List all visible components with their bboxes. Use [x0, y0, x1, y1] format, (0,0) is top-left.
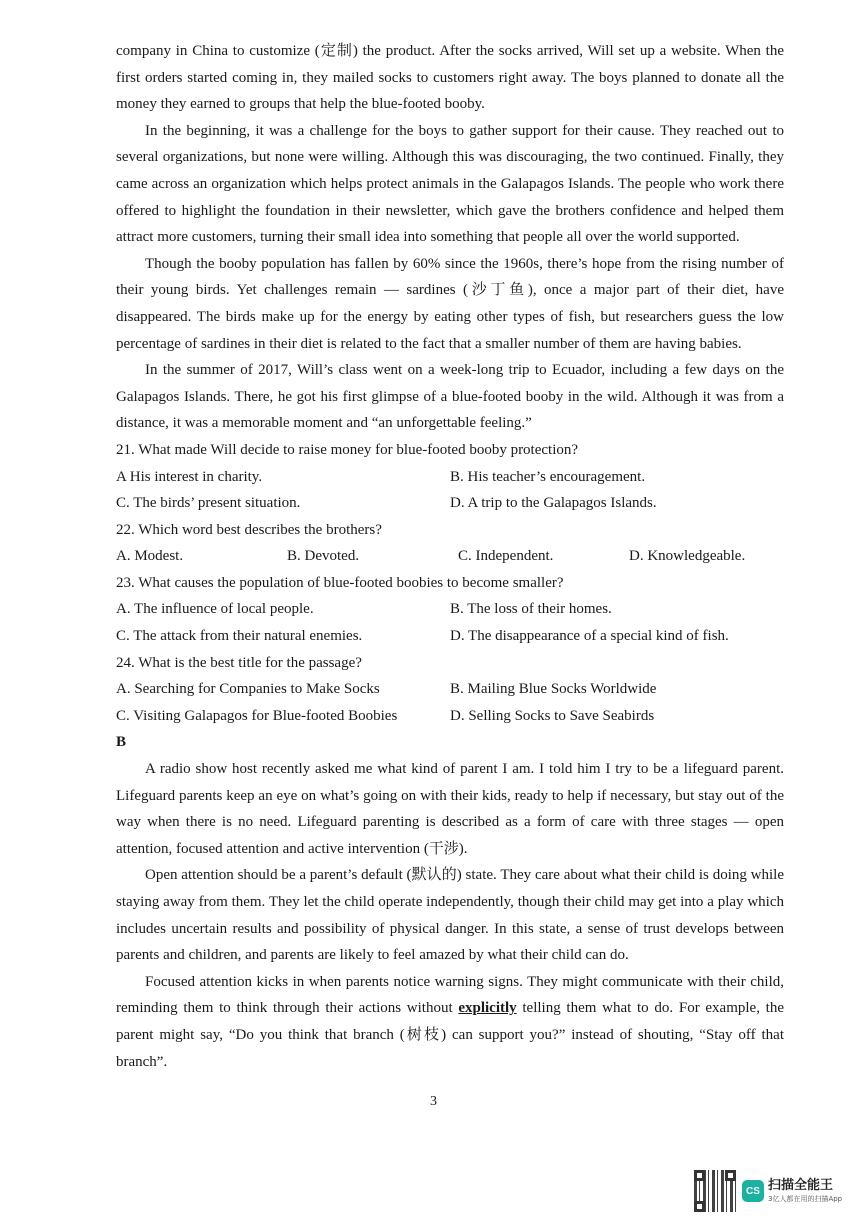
question-24-stem: 24. What is the best title for the passage? [116, 654, 362, 671]
option-24-b: B. Mailing Blue Socks Worldwide [450, 681, 657, 698]
section-b-heading: B [116, 734, 127, 751]
passage-b-paragraph: A radio show host recently asked me what kind of parent I am. I told him I try to be a lifeguard parent. Lifeguard parents keep an eye on what’s going on with their kids, ready to help if necessary, but stay out of the way when there is no need. Lifeguard parenting is described as a form of care with three stages — open attention, focused attention and active intervention (干涉). [116, 761, 784, 857]
option-24-c: C. Visiting Galapagos for Blue-footed Boobies [116, 707, 398, 724]
underlined-word: explicitly [458, 1000, 517, 1017]
passage-a-paragraph: In the beginning, it was a challenge for the boys to gather support for their cause. They reached out to several organizations, but none were willing. Although this was discouraging, the two continued. Finally, they came across an organization which helps protect animals in the Galapagos Islands. The people who work there offered to highlight the foundation in their newsletter, which gave the brothers confidence and helped them attract more customers, turning their small idea into something that people all over the world supported. [116, 122, 784, 246]
option-21-a: A His interest in charity. [116, 468, 263, 485]
question-21-options [116, 490, 784, 517]
question-23-options [116, 596, 784, 623]
passage-b-paragraph [116, 969, 784, 1075]
option-22-d: D. Knowledgeable. [629, 548, 746, 565]
option-23-b: B. The loss of their homes. [450, 601, 612, 618]
passage-a-paragraph: Though the booby population has fallen by 60% since the 1960s, there’s hope from the rising number of their young birds. Yet challenges remain — sardines (沙丁鱼), once a major part of their diet, have disappeared. The birds make up for the energy by eating other types of fish, but researchers guess the low percentage of sardines in their diet is related to the fact that a smaller number of them are having babies. [116, 255, 784, 352]
question-23-options [116, 623, 784, 650]
option-23-d: D. The disappearance of a special kind of fish. [450, 628, 729, 645]
question-21-stem: 21. What made Will decide to raise money for blue-footed booby protection? [116, 441, 579, 458]
passage-b-text: Focused attention kicks in when parents notice warning signs. They might communicate with their child, reminding them to think through their actions without [116, 973, 784, 1017]
passage-b-text: telling them what to do. For example, the parent might say, “Do you think that branch (树枝) can support you?” instead of shouting, “Stay off that branch”. [116, 1000, 784, 1070]
question-23-stem: 23. What causes the population of blue-footed boobies to become smaller? [116, 574, 564, 591]
option-22-c: C. Independent. [458, 548, 554, 565]
scanner-brand [768, 1178, 842, 1204]
option-22-b: B. Devoted. [287, 548, 360, 565]
camscanner-logo-icon: CS [742, 1180, 764, 1202]
option-22-a: A. Modest. [116, 548, 184, 565]
question-21-options [116, 464, 784, 491]
question-24-options [116, 676, 784, 703]
question-22-stem: 22. Which word best describes the brothers? [116, 521, 382, 538]
option-21-c: C. The birds’ present situation. [116, 495, 301, 512]
option-23-a: A. The influence of local people. [116, 601, 314, 618]
option-21-b: B. His teacher’s encouragement. [450, 468, 646, 485]
option-23-c: C. The attack from their natural enemies. [116, 628, 363, 645]
qr-code-icon [694, 1170, 736, 1212]
passage-a-paragraph: In the summer of 2017, Will’s class went on a week-long trip to Ecuador, including a few days on the Galapagos Islands. There, he got his first glimpse of a blue-footed booby in the wild. Although it was from a distance, it was a memorable moment and “an unforgettable feeling.” [116, 362, 784, 432]
scanner-tagline: 3亿人都在用的扫描App [768, 1195, 843, 1203]
question-22-options [116, 543, 784, 570]
passage-b-paragraph: Open attention should be a parent’s default (默认的) state. They care about what their child is doing while staying away from them. They let the child operate independently, though their child may get into a play which includes uncertain results and possibility of physical danger. In this state, a sense of trust develops between parents and children, and parents are likely to feel amazed by what their child can do. [116, 867, 784, 964]
option-24-a: A. Searching for Companies to Make Socks [116, 681, 380, 698]
question-24-options [116, 703, 784, 730]
option-24-d: D. Selling Socks to Save Seabirds [450, 707, 655, 724]
scanner-watermark [694, 1168, 854, 1214]
passage-content [116, 38, 784, 1075]
option-21-d: D. A trip to the Galapagos Islands. [450, 495, 657, 512]
passage-a-paragraph: company in China to customize (定制) the product. After the socks arrived, Will set up a website. When the first orders started coming in, they mailed socks to customers right away. The boys planned to donate all the money they earned to groups that help the blue-footed booby. [116, 43, 784, 113]
page-number: 3 [430, 1094, 437, 1109]
scanner-brand-name: 扫描全能王 [768, 1178, 834, 1193]
